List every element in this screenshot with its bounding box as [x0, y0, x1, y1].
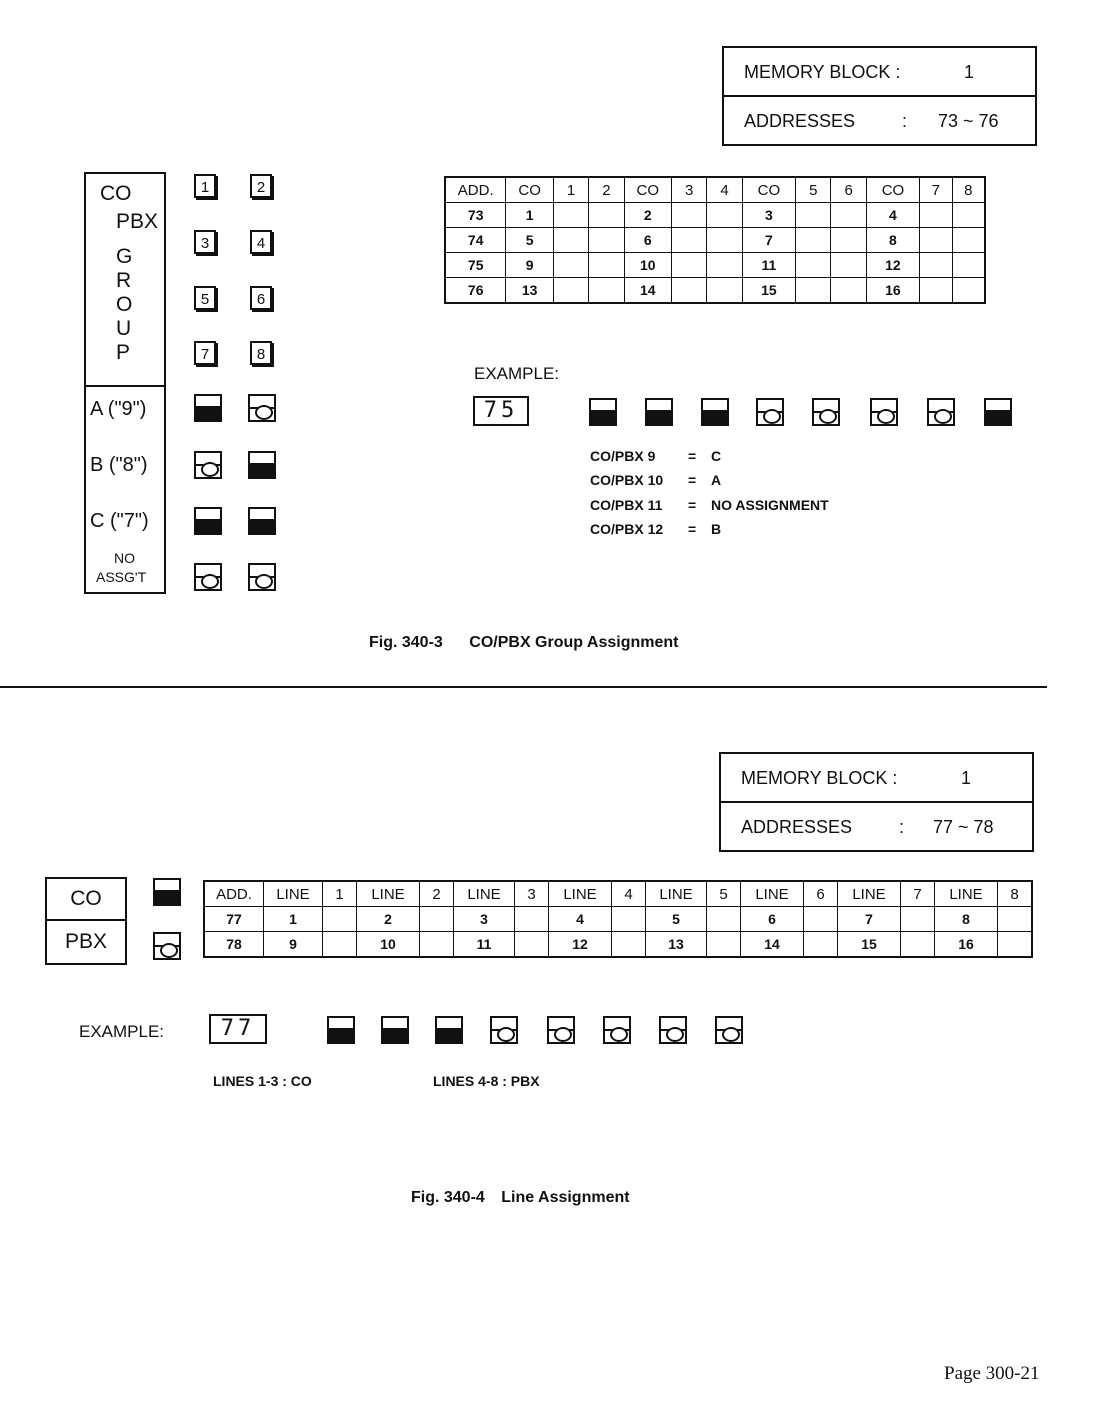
table-header-cell: 6: [804, 881, 838, 907]
table-header-cell: 4: [707, 177, 742, 203]
table-header-cell: 8: [952, 177, 985, 203]
table-cell: [831, 253, 866, 278]
switch-on-icon: [153, 878, 181, 906]
table-cell: [796, 253, 831, 278]
table-header-cell: 3: [515, 881, 549, 907]
table-cell: [672, 203, 707, 228]
table-header-cell: LINE: [454, 881, 515, 907]
switch-off-icon: [870, 398, 898, 426]
table-header-cell: 5: [796, 177, 831, 203]
legend-p: P: [116, 341, 131, 364]
table-header-cell: CO: [866, 177, 919, 203]
table-header-cell: 4: [612, 881, 646, 907]
memory-block-value: 1: [961, 768, 972, 788]
table-header-row: [204, 881, 1032, 907]
memory-block-box-fig3: [722, 46, 1037, 146]
switch-off-icon: [927, 398, 955, 426]
table-cell: [553, 278, 588, 304]
table-header-cell: CO: [742, 177, 795, 203]
table-cell: 13: [646, 932, 707, 958]
table-cell: [589, 203, 624, 228]
switch-off-icon: [248, 563, 276, 591]
table-cell: 16: [866, 278, 919, 304]
group-legend-box: [84, 172, 166, 594]
switch-on-icon: [984, 398, 1012, 426]
table-cell: [323, 907, 357, 932]
memory-block-label: MEMORY BLOCK :: [744, 62, 901, 82]
table-cell: 1: [506, 203, 553, 228]
table-cell: 13: [506, 278, 553, 304]
table-cell: 15: [742, 278, 795, 304]
switch-on-icon: [645, 398, 673, 426]
table-row: [204, 932, 1032, 958]
table-cell: 76: [445, 278, 506, 304]
table-header-cell: CO: [506, 177, 553, 203]
legend-o: O: [116, 293, 133, 316]
table-cell: [707, 228, 742, 253]
table-cell: [707, 907, 741, 932]
table-cell: [589, 278, 624, 304]
table-cell: [612, 932, 646, 958]
table-header-cell: 1: [323, 881, 357, 907]
table-cell: [831, 228, 866, 253]
table-cell: [323, 932, 357, 958]
table-row: [445, 203, 985, 228]
example-address-display: 77: [209, 1014, 267, 1044]
table-cell: 78: [204, 932, 264, 958]
table-cell: 6: [741, 907, 804, 932]
co-pbx-assignment-table: [444, 176, 986, 304]
switch-on-icon: [701, 398, 729, 426]
table-cell: 4: [866, 203, 919, 228]
addresses-value: 73 ~ 76: [938, 111, 999, 131]
table-cell: 5: [506, 228, 553, 253]
legend-b: B ("8"): [90, 454, 148, 476]
table-cell: [920, 278, 952, 304]
table-cell: [589, 228, 624, 253]
table-cell: [553, 203, 588, 228]
legend-pbx: PBX: [116, 210, 159, 233]
table-header-cell: 6: [831, 177, 866, 203]
switch-off-icon: [715, 1016, 743, 1044]
memory-block-label: MEMORY BLOCK :: [741, 768, 898, 788]
switch-on-icon: [589, 398, 617, 426]
table-cell: [515, 932, 549, 958]
table-header-cell: 5: [707, 881, 741, 907]
table-cell: 8: [935, 907, 998, 932]
table-cell: 5: [646, 907, 707, 932]
legend-no: NO: [114, 550, 135, 566]
table-cell: 10: [357, 932, 420, 958]
lines-co-note: LINES 1-3 : CO: [213, 1073, 312, 1089]
table-cell: 12: [866, 253, 919, 278]
table-cell: [952, 278, 985, 304]
table-cell: [804, 932, 838, 958]
number-box-1: 1: [194, 174, 216, 198]
addresses-colon: :: [902, 111, 908, 131]
legend-a: A ("9"): [90, 398, 147, 420]
table-header-cell: 7: [920, 177, 952, 203]
number-box-6: 6: [250, 286, 272, 310]
table-header-cell: ADD.: [445, 177, 506, 203]
table-cell: [998, 932, 1033, 958]
legend-u: U: [116, 317, 132, 340]
number-box-7: 7: [194, 341, 216, 365]
legend-c: C ("7"): [90, 510, 149, 532]
example-line-4: CO/PBX 12 = B: [590, 521, 722, 537]
legend-r: R: [116, 269, 132, 292]
table-cell: [796, 228, 831, 253]
switch-on-icon: [194, 394, 222, 422]
table-cell: [804, 907, 838, 932]
switch-off-icon: [248, 394, 276, 422]
table-cell: 74: [445, 228, 506, 253]
switch-on-icon: [327, 1016, 355, 1044]
table-cell: [920, 253, 952, 278]
example-label: EXAMPLE:: [474, 364, 560, 383]
legend-assgt: ASSG'T: [96, 569, 147, 585]
table-cell: [707, 203, 742, 228]
table-row: [445, 228, 985, 253]
lines-pbx-note: LINES 4-8 : PBX: [433, 1073, 540, 1089]
table-header-row: [445, 177, 985, 203]
table-cell: 2: [624, 203, 671, 228]
table-header-cell: ADD.: [204, 881, 264, 907]
table-header-cell: 2: [420, 881, 454, 907]
legend-co: CO: [100, 182, 132, 205]
switch-off-icon: [547, 1016, 575, 1044]
table-header-cell: LINE: [741, 881, 804, 907]
table-cell: 9: [506, 253, 553, 278]
table-header-cell: LINE: [549, 881, 612, 907]
co-pbx-group-label: [86, 174, 164, 387]
addresses-value: 77 ~ 78: [933, 817, 994, 837]
example-line-1: CO/PBX 9 = C: [590, 448, 722, 464]
table-cell: 14: [624, 278, 671, 304]
table-cell: [998, 907, 1033, 932]
switch-on-icon: [248, 451, 276, 479]
table-cell: [952, 253, 985, 278]
table-cell: [589, 253, 624, 278]
switch-on-icon: [381, 1016, 409, 1044]
example-line-2: CO/PBX 10 = A: [590, 472, 722, 488]
table-cell: 9: [264, 932, 323, 958]
table-cell: 73: [445, 203, 506, 228]
table-header-cell: LINE: [357, 881, 420, 907]
table-cell: [612, 907, 646, 932]
number-box-5: 5: [194, 286, 216, 310]
table-header-cell: 8: [998, 881, 1033, 907]
legend-g: G: [116, 245, 133, 268]
table-cell: 1: [264, 907, 323, 932]
line-assignment-table: [203, 880, 1033, 958]
table-row: [204, 907, 1032, 932]
switch-on-icon: [435, 1016, 463, 1044]
table-cell: [901, 932, 935, 958]
switch-off-icon: [194, 451, 222, 479]
page-number: Page 300-21: [944, 1363, 1040, 1384]
table-row: [445, 278, 985, 304]
switch-on-icon: [194, 507, 222, 535]
table-cell: [420, 932, 454, 958]
table-cell: [553, 228, 588, 253]
switch-on-icon: [248, 507, 276, 535]
table-cell: 14: [741, 932, 804, 958]
addresses-label: ADDRESSES: [744, 111, 856, 131]
table-cell: [707, 253, 742, 278]
table-cell: 8: [866, 228, 919, 253]
table-cell: [952, 203, 985, 228]
table-cell: 2: [357, 907, 420, 932]
table-cell: [920, 228, 952, 253]
table-cell: [672, 253, 707, 278]
table-cell: [901, 907, 935, 932]
table-cell: 11: [742, 253, 795, 278]
section-divider: [0, 686, 1047, 688]
table-cell: [672, 228, 707, 253]
table-cell: [952, 228, 985, 253]
table-cell: 10: [624, 253, 671, 278]
table-header-cell: 2: [589, 177, 624, 203]
table-cell: 7: [742, 228, 795, 253]
example-address-display: 75: [473, 396, 529, 426]
table-cell: 3: [742, 203, 795, 228]
caption-title: CO/PBX Group Assignment: [469, 634, 679, 651]
table-header-cell: LINE: [838, 881, 901, 907]
number-box-8: 8: [250, 341, 272, 365]
figure-caption-340-4: [411, 1189, 630, 1207]
table-header-cell: LINE: [264, 881, 323, 907]
example-line-3: CO/PBX 11 = NO ASSIGNMENT: [590, 497, 829, 513]
legend-pbx: PBX: [64, 930, 108, 953]
number-box-3: 3: [194, 230, 216, 254]
legend-co: CO: [47, 879, 125, 921]
addresses-colon: :: [899, 817, 905, 837]
table-cell: [831, 278, 866, 304]
switch-off-icon: [659, 1016, 687, 1044]
table-cell: [707, 278, 742, 304]
addresses-label: ADDRESSES: [741, 817, 853, 837]
table-header-cell: CO: [624, 177, 671, 203]
caption-title: Line Assignment: [501, 1189, 630, 1206]
number-box-2: 2: [250, 174, 272, 198]
co-pbx-legend-box: [45, 877, 127, 965]
memory-block-value: 1: [964, 62, 975, 82]
table-cell: [831, 203, 866, 228]
table-cell: 7: [838, 907, 901, 932]
table-cell: 3: [454, 907, 515, 932]
table-cell: 16: [935, 932, 998, 958]
switch-off-icon: [756, 398, 784, 426]
table-cell: 12: [549, 932, 612, 958]
table-header-cell: LINE: [935, 881, 998, 907]
caption-number: Fig. 340-4: [411, 1189, 485, 1206]
table-cell: 15: [838, 932, 901, 958]
table-cell: [553, 253, 588, 278]
table-cell: 11: [454, 932, 515, 958]
example-label: EXAMPLE:: [79, 1022, 165, 1041]
number-box-4: 4: [250, 230, 272, 254]
table-cell: [707, 932, 741, 958]
figure-caption-340-3: [369, 634, 678, 652]
table-cell: 75: [445, 253, 506, 278]
table-cell: [920, 203, 952, 228]
table-cell: [672, 278, 707, 304]
memory-block-box-fig4: [719, 752, 1034, 852]
switch-off-icon: [194, 563, 222, 591]
table-cell: [796, 278, 831, 304]
caption-number: Fig. 340-3: [369, 634, 443, 651]
table-cell: [796, 203, 831, 228]
table-cell: [515, 907, 549, 932]
table-header-cell: 1: [553, 177, 588, 203]
switch-off-icon: [812, 398, 840, 426]
table-cell: 4: [549, 907, 612, 932]
table-cell: [420, 907, 454, 932]
switch-off-icon: [603, 1016, 631, 1044]
table-header-cell: LINE: [646, 881, 707, 907]
table-cell: 6: [624, 228, 671, 253]
table-header-cell: 3: [672, 177, 707, 203]
switch-off-icon: [153, 932, 181, 960]
table-cell: 77: [204, 907, 264, 932]
table-row: [445, 253, 985, 278]
switch-off-icon: [490, 1016, 518, 1044]
table-header-cell: 7: [901, 881, 935, 907]
